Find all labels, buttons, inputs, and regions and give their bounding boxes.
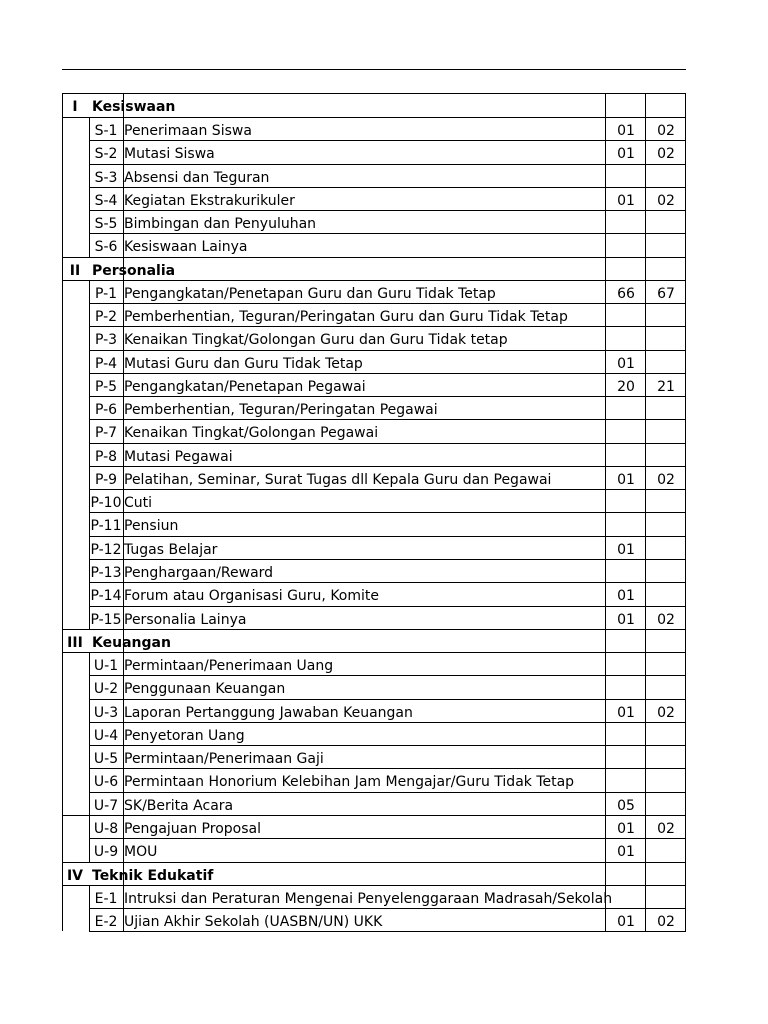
item-value-1: 01 [617,146,635,162]
col-border-right [685,885,686,908]
item-code: U-6 [93,774,119,790]
col-border-right [685,629,686,652]
item-description: Laporan Pertanggung Jawaban Keuangan [124,705,413,721]
col-border-c2 [645,326,646,350]
row-border [62,93,686,94]
col-border-c2 [645,559,646,582]
row-border [89,792,686,793]
item-code: P-14 [90,588,122,604]
item-code: U-2 [93,681,119,697]
col-border-left [62,908,63,931]
item-code: P-9 [94,472,118,488]
item-description: Mutasi Guru dan Guru Tidak Tetap [124,356,363,372]
col-border-c1 [605,233,606,257]
row-border [89,419,686,420]
item-value-2: 67 [657,286,675,302]
item-description: Forum atau Organisasi Guru, Komite [124,588,380,604]
col-border-left [62,164,63,187]
row-border [89,210,686,211]
col-border-c1 [605,768,606,792]
row-border [89,559,686,560]
col-border-c1 [605,629,606,652]
row-border [89,908,686,909]
item-description: Ujian Akhir Sekolah (UASBN/UN) UKK [124,914,383,930]
row-border-bottom [89,931,686,932]
item-value-2: 02 [657,705,675,721]
item-value-2: 02 [657,612,675,628]
col-border-c1 [605,396,606,419]
col-border-left [62,745,63,768]
item-value-2: 02 [657,193,675,209]
col-border-left [62,466,63,489]
item-description: Pelatihan, Seminar, Surat Tugas dll Kepala Guru dan Pegawai [124,472,552,488]
row-border [89,140,686,141]
item-code: S-5 [94,216,118,232]
col-border-left [62,792,63,815]
col-border-c1 [605,326,606,350]
col-border-c1 [605,745,606,768]
row-border [89,722,686,723]
col-border-right [685,303,686,326]
item-description: Kegiatan Ekstrakurikuler [124,193,295,209]
col-border-right [685,350,686,373]
col-border-right [685,93,686,117]
item-description: SK/Berita Acara [124,798,234,814]
col-border-c1 [605,675,606,699]
item-code: P-2 [94,309,118,325]
col-border-c2 [645,303,646,326]
item-value-1: 01 [617,472,635,488]
col-border-c2 [645,419,646,443]
item-value-2: 02 [657,123,675,139]
row-border [89,838,686,839]
col-border-left [62,396,63,419]
item-description: Permintaan/Penerimaan Uang [124,658,334,674]
item-code: P-12 [90,542,122,558]
item-code: P-3 [94,332,118,348]
item-value-1: 01 [617,588,635,604]
item-value-2: 21 [657,379,675,395]
row-border [62,815,686,816]
section-number: IV [66,868,84,884]
item-code: E-1 [94,891,118,907]
col-border-c1 [605,722,606,745]
item-code: P-7 [94,425,118,441]
item-code: P-6 [94,402,118,418]
col-border-c2 [645,629,646,652]
item-description: Intruksi dan Peraturan Mengenai Penyelenggaraan Madrasah/Sekolah [124,891,613,907]
row-border [62,862,686,863]
row-border [89,675,686,676]
item-description: Pengangkatan/Penetapan Guru dan Guru Tidak Tetap [124,286,496,302]
item-value-1: 20 [617,379,635,395]
top-rule [62,69,686,70]
item-code: U-3 [93,705,119,721]
item-value-1: 01 [617,612,635,628]
item-code: U-8 [93,821,119,837]
row-border [62,629,686,630]
col-border-c1 [605,652,606,675]
col-border-right [685,233,686,257]
item-description: Permintaan/Penerimaan Gaji [124,751,324,767]
item-code: S-1 [94,123,118,139]
item-value-1: 66 [617,286,635,302]
item-code: S-4 [94,193,118,209]
col-border-c2 [645,675,646,699]
col-border-left [62,350,63,373]
col-border-left [62,117,63,140]
item-description: Pengajuan Proposal [124,821,261,837]
item-code: P-11 [90,518,122,534]
item-code: U-5 [93,751,119,767]
col-border-c2 [645,745,646,768]
section-title: Kesiswaan [92,99,176,115]
col-border-c1 [605,210,606,233]
item-value-1: 01 [617,821,635,837]
item-value-1: 01 [617,123,635,139]
col-border-right [685,675,686,699]
row-border [62,652,686,653]
col-border-right [685,164,686,187]
col-border-right [685,396,686,419]
col-border-left [62,303,63,326]
col-border-c1 [605,257,606,280]
col-border-right [685,443,686,466]
col-border-right [685,792,686,815]
col-border-c2 [645,652,646,675]
col-border-left [62,699,63,722]
section-title: Teknik Edukatif [92,868,214,884]
row-border [89,606,686,607]
row-border [89,466,686,467]
item-code: U-4 [93,728,119,744]
col-border-right [685,536,686,559]
item-code: U-1 [93,658,119,674]
col-border-c2 [645,722,646,745]
col-border-left [62,815,63,838]
row-border [89,745,686,746]
row-border [89,768,686,769]
col-border-c1 [605,93,606,117]
col-border-c2 [645,443,646,466]
col-border-left [62,675,63,699]
col-border-left [62,606,63,629]
section-number: I [72,99,78,115]
item-code: U-9 [93,844,119,860]
item-description: Penyetoran Uang [124,728,245,744]
item-value-1: 01 [617,356,635,372]
row-border [89,396,686,397]
item-value-1: 01 [617,914,635,930]
item-description: MOU [124,844,158,860]
row-border [89,582,686,583]
item-code: P-10 [90,495,122,511]
row-border [89,164,686,165]
col-border-c2 [645,489,646,512]
item-value-2: 02 [657,914,675,930]
item-description: Kenaikan Tingkat/Golongan Guru dan Guru Tidak tetap [124,332,508,348]
col-border-left [62,280,63,303]
col-border-c1 [605,164,606,187]
section-title: Keuangan [92,635,171,651]
item-code: E-2 [94,914,118,930]
row-border [89,187,686,188]
col-border-left [62,559,63,582]
col-border-left [62,443,63,466]
col-border-c2 [645,396,646,419]
col-border-c2 [645,210,646,233]
row-border [62,885,686,886]
col-border-c2 [645,93,646,117]
col-border-left [62,768,63,792]
col-border-c1 [605,862,606,885]
col-border-right [685,210,686,233]
col-border-left [62,326,63,350]
item-description: Pemberhentian, Teguran/Peringatan Pegawai [124,402,438,418]
col-border-left [62,489,63,512]
row-border [89,303,686,304]
item-description: Mutasi Pegawai [124,449,233,465]
col-border-right [685,419,686,443]
col-border-right [685,722,686,745]
item-value-1: 01 [617,542,635,558]
row-border [89,489,686,490]
col-border-c1 [605,443,606,466]
col-border-c1 [605,489,606,512]
col-border-left [62,536,63,559]
item-value-1: 05 [617,798,635,814]
col-border-left [62,233,63,257]
item-value-1: 01 [617,705,635,721]
col-border-c2 [645,512,646,536]
item-code: P-8 [94,449,118,465]
row-border [62,257,686,258]
row-border [89,373,686,374]
item-description: Penghargaan/Reward [124,565,274,581]
item-code: S-3 [94,170,118,186]
col-border-c1 [605,303,606,326]
row-border [62,117,686,118]
item-code: S-6 [94,239,118,255]
item-description: Mutasi Siswa [124,146,215,162]
col-border-left [62,885,63,908]
col-border-c2 [645,885,646,908]
col-border-c1 [605,512,606,536]
item-code: P-13 [90,565,122,581]
row-border [89,699,686,700]
item-description: Tugas Belajar [124,542,218,558]
item-description: Bimbingan dan Penyuluhan [124,216,317,232]
item-code: P-5 [94,379,118,395]
col-border-right [685,652,686,675]
row-border [89,233,686,234]
col-border-left [62,652,63,675]
row-border [89,326,686,327]
item-description: Personalia Lainya [124,612,247,628]
item-description: Pensiun [124,518,179,534]
item-value-2: 02 [657,472,675,488]
row-border [89,512,686,513]
col-border-right [685,326,686,350]
col-border-right [685,582,686,606]
col-border-right [685,489,686,512]
row-border [89,350,686,351]
col-border-right [685,862,686,885]
col-border-left [62,512,63,536]
row-border [62,280,686,281]
col-border-left [62,838,63,862]
col-border-left [62,140,63,164]
col-border-c1 [605,419,606,443]
section-number: III [67,635,83,651]
item-code: S-2 [94,146,118,162]
item-description: Penggunaan Keuangan [124,681,286,697]
col-border-c2 [645,768,646,792]
item-code: U-7 [93,798,119,814]
item-description: Pemberhentian, Teguran/Peringatan Guru dan Guru Tidak Tetap [124,309,568,325]
item-code: P-1 [94,286,118,302]
item-code: P-4 [94,356,118,372]
item-code: P-15 [90,612,122,628]
col-border-left [62,210,63,233]
item-description: Kesiswaan Lainya [124,239,248,255]
item-description: Permintaan Honorium Kelebihan Jam Mengajar/Guru Tidak Tetap [124,774,575,790]
col-border-right [685,559,686,582]
item-description: Kenaikan Tingkat/Golongan Pegawai [124,425,379,441]
col-border-right [685,838,686,862]
col-border-right [685,768,686,792]
col-border-c2 [645,164,646,187]
item-value-1: 01 [617,193,635,209]
item-value-2: 02 [657,821,675,837]
item-description: Absensi dan Teguran [124,170,270,186]
row-border [89,536,686,537]
item-description: Pengangkatan/Penetapan Pegawai [124,379,366,395]
col-border-left [62,187,63,210]
col-border-c2 [645,862,646,885]
section-title: Personalia [92,263,176,279]
col-border-c1 [605,559,606,582]
col-border-right [685,745,686,768]
col-border-right [685,257,686,280]
item-value-1: 01 [617,844,635,860]
col-border-left [62,373,63,396]
col-border-c2 [645,257,646,280]
section-number: II [69,263,81,279]
item-value-2: 02 [657,146,675,162]
col-border-left [62,419,63,443]
col-border-left [62,582,63,606]
row-border [89,443,686,444]
col-border-left [62,722,63,745]
col-border-c2 [645,233,646,257]
item-description: Penerimaan Siswa [124,123,252,139]
col-border-right [685,512,686,536]
item-description: Cuti [124,495,153,511]
